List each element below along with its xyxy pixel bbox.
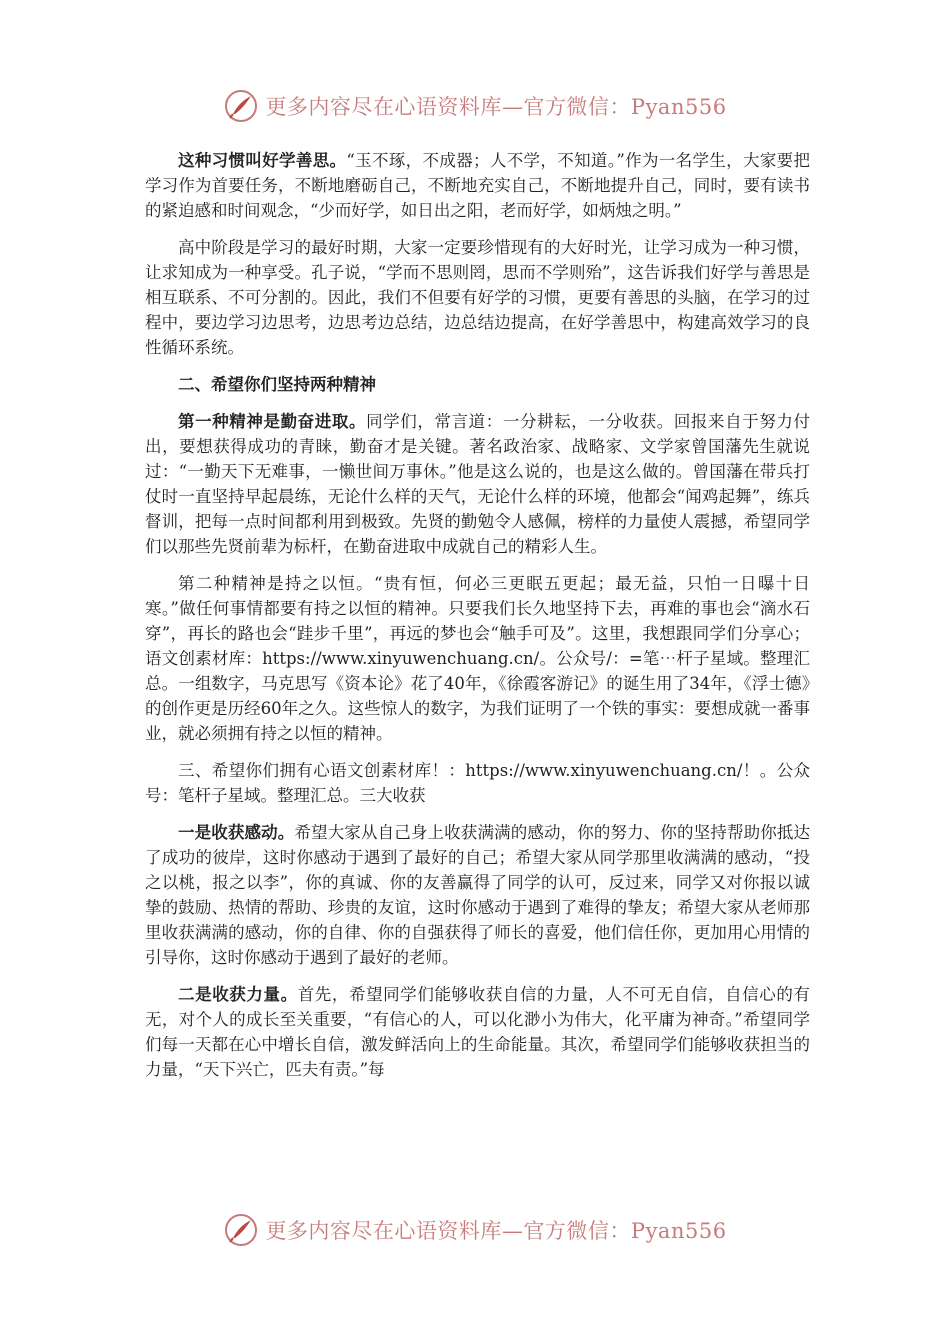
paragraph-text: 三、希望你们拥有心语文创素材库！：https://www.xinyuwenchuang.cn/！。公众号：笔杆子星域。整理汇总。三大收获 — [145, 761, 810, 805]
watermark-wechat: 官方微信：Pyan556 — [523, 1219, 727, 1243]
quill-logo-icon — [223, 88, 259, 124]
paragraph-lead: 第一种精神是勤奋进取。 — [178, 412, 367, 431]
paragraph-text: 希望大家从自己身上收获满满的感动，你的努力、你的坚持帮助你抵达了成功的彼岸，这时你感动于遇到了最好的自己；希望大家从同学那里收满满的感动，“投之以桃，报之以李”，你的真诚、你的友善赢得了同学的认可，反过来，同学又对你报以诚挚的鼓励、热情的帮助、珍贵的友谊，这时你感动于遇到了难得的挚友；希望大家从老师那里收获满满的感动，你的自律、你的自强获得了师长的喜爱，他们信任你，更加用心用情的引导你，这时你感动于遇到了最好的老师。 — [145, 823, 811, 967]
section-heading: 二、希望你们坚持两种精神 — [178, 375, 376, 394]
paragraph-text: 高中阶段是学习的最好时期，大家一定要珍惜现有的大好时光，让学习成为一种习惯，让求知成为一种享受。孔子说，“学而不思则罔，思而不学则殆”，这告诉我们好学与善思是相互联系、不可分割的。因此，我们不但要有好学的习惯，更要有善思的头脑，在学习的过程中，要边学习边思考，边思考边总结，边总结边提高，在好学善思中，构建高效学习的良性循环系统。 — [145, 238, 810, 357]
paragraph-lead: 一是收获感动。 — [178, 823, 295, 842]
header-watermark — [0, 86, 950, 126]
paragraph-7 — [145, 982, 810, 1082]
paragraph-3 — [145, 409, 810, 559]
watermark-title: 更多内容尽在心语资料库 — [265, 95, 502, 119]
paragraph-lead: 二是收获力量。 — [178, 985, 298, 1004]
paragraph-1 — [145, 148, 810, 223]
paragraph-text: “玉不琢，不成器；人不学，不知道。”作为一名学生，大家要把学习作为首要任务，不断地磨砺自己，不断地充实自己，不断地提升自己，同时，要有读书的紧迫感和时间观念，“少而好学，如日出之阳，老而好学，如炳烛之明。” — [145, 151, 810, 220]
document-body — [145, 148, 810, 1094]
paragraph-text: 首先，希望同学们能够收获自信的力量，人不可无自信，自信心的有无，对个人的成长至关重要，“有信心的人，可以化渺小为伟大，化平庸为神奇。”希望同学们每一天都在心中增长自信，激发鲜活向上的生命能量。其次，希望同学们能够收获担当的力量，“天下兴亡，匹夫有责。”每 — [145, 985, 811, 1079]
paragraph-6 — [145, 820, 810, 970]
watermark-separator: — — [501, 1219, 524, 1243]
quill-logo-icon — [223, 1212, 259, 1248]
watermark-text — [265, 91, 726, 121]
watermark-separator: — — [501, 95, 524, 119]
paragraph-text: 同学们，常言道：一分耕耘，一分收获。回报来自于努力付出，要想获得成功的青睐，勤奋才是关键。著名政治家、战略家、文学家曾国藩先生就说过：“一勤天下无难事，一懒世间万事休。”他是这么说的，也是这么做的。曾国藩在带兵打仗时一直坚持早起晨练，无论什么样的天气，无论什么样的环境，他都会“闻鸡起舞”，练兵督训，把每一点时间都利用到极致。先贤的勤勉令人感佩，榜样的力量使人震撼，希望同学们以那些先贤前辈为标杆，在勤奋进取中成就自己的精彩人生。 — [145, 412, 811, 556]
paragraph-2 — [145, 235, 810, 360]
paragraph-text: 第二种精神是持之以恒。“贵有恒，何必三更眠五更起；最无益，只怕一日曝十日寒。”做任何事情都要有持之以恒的精神。只要我们长久地坚持下去，再难的事也会“滴水石穿”，再长的路也会“跬步千里”，再远的梦也会“触手可及”。这里，我想跟同学们分享心；语文创素材库：https://www.xinyuwenchuang.cn/。公众号/：=笔⋯杆子星域。整理汇总。一组数字，马克思写《资本论》花了40年，《徐霞客游记》的诞生用了34年，《浮士德》的创作更是历经60年之久。这些惊人的数字，为我们证明了一个铁的事实：要想成就一番事业，就必须拥有持之以恒的精神。 — [145, 574, 810, 743]
watermark-text — [265, 1215, 726, 1245]
paragraph-5 — [145, 758, 810, 808]
paragraph-lead: 这种习惯叫好学善思。 — [178, 151, 347, 170]
paragraph-4 — [145, 571, 810, 746]
watermark-title: 更多内容尽在心语资料库 — [265, 1219, 502, 1243]
footer-watermark — [0, 1210, 950, 1250]
watermark-wechat: 官方微信：Pyan556 — [523, 95, 727, 119]
